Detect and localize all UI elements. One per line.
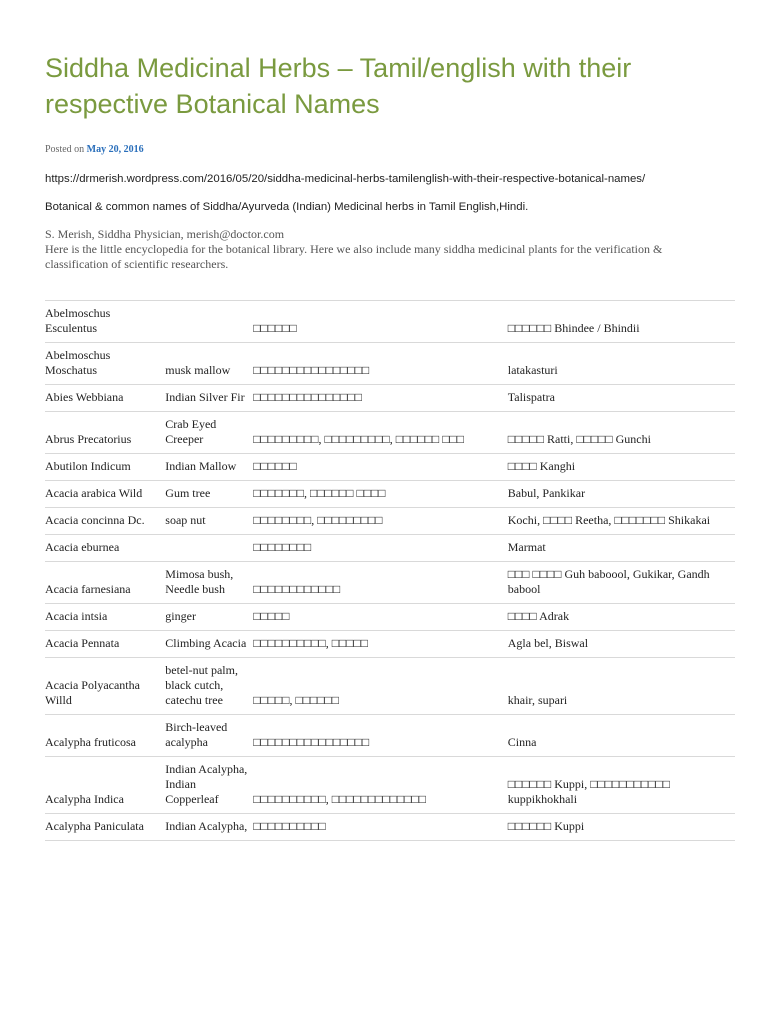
- botanical-name-cell: Acacia intsia: [45, 604, 165, 631]
- tamil-name-cell: □□□□□□□□□, □□□□□□□□□, □□□□□□ □□□: [253, 412, 508, 454]
- tamil-name-cell: □□□□□□□□□□□□□□□□: [253, 343, 508, 385]
- hindi-name-cell: □□□□□□ Kuppi, □□□□□□□□□□□ kuppikhokhali: [508, 757, 735, 814]
- hindi-name-cell: Cinna: [508, 715, 735, 757]
- table-row: [45, 604, 735, 631]
- source-url[interactable]: https://drmerish.wordpress.com/2016/05/20/siddha-medicinal-herbs-tamilenglish-with-their-respective-botanical-names/: [45, 173, 646, 185]
- tamil-name-cell: □□□□□□□□□□□□: [253, 562, 508, 604]
- description: Botanical & common names of Siddha/Ayurveda (Indian) Medicinal herbs in Tamil English,Hindi.: [45, 201, 529, 213]
- botanical-name-cell: Acalypha Paniculata: [45, 814, 165, 841]
- english-name-cell: ginger: [165, 604, 253, 631]
- botanical-name-cell: Abies Webbiana: [45, 385, 165, 412]
- table-row: [45, 481, 735, 508]
- hindi-name-cell: Talispatra: [508, 385, 735, 412]
- table-row: [45, 562, 735, 604]
- table-row: [45, 343, 735, 385]
- table-row: [45, 454, 735, 481]
- botanical-name-cell: Acacia Polyacantha Willd: [45, 658, 165, 715]
- english-name-cell: Crab Eyed Creeper: [165, 412, 253, 454]
- english-name-cell: Gum tree: [165, 481, 253, 508]
- hindi-name-cell: □□□□□□ Bhindee / Bhindii: [508, 301, 735, 343]
- intro-block: [45, 227, 725, 272]
- hindi-name-cell: □□□ □□□□ Guh baboool, Gukikar, Gandh babool: [508, 562, 735, 604]
- botanical-name-cell: Acacia concinna Dc.: [45, 508, 165, 535]
- hindi-name-cell: latakasturi: [508, 343, 735, 385]
- posted-prefix: Posted on: [45, 144, 85, 155]
- table-row: [45, 757, 735, 814]
- tamil-name-cell: □□□□□, □□□□□□: [253, 658, 508, 715]
- tamil-name-cell: □□□□□□□□□□, □□□□□□□□□□□□□: [253, 757, 508, 814]
- english-name-cell: Indian Acalypha, Indian Copperleaf: [165, 757, 253, 814]
- english-name-cell: Indian Mallow: [165, 454, 253, 481]
- tamil-name-cell: □□□□□□: [253, 301, 508, 343]
- hindi-name-cell: □□□□ Adrak: [508, 604, 735, 631]
- botanical-name-cell: Abrus Precatorius: [45, 412, 165, 454]
- botanical-name-cell: Abelmoschus Moschatus: [45, 343, 165, 385]
- botanical-name-cell: Acacia eburnea: [45, 535, 165, 562]
- botanical-name-cell: Abutilon Indicum: [45, 454, 165, 481]
- tamil-name-cell: □□□□□□□□□□: [253, 814, 508, 841]
- hindi-name-cell: Agla bel, Biswal: [508, 631, 735, 658]
- tamil-name-cell: □□□□□□□□, □□□□□□□□□: [253, 508, 508, 535]
- hindi-name-cell: Babul, Pankikar: [508, 481, 735, 508]
- table-row: [45, 508, 735, 535]
- english-name-cell: Mimosa bush, Needle bush: [165, 562, 253, 604]
- table-row: [45, 715, 735, 757]
- english-name-cell: soap nut: [165, 508, 253, 535]
- tamil-name-cell: □□□□□□□□□□□□□□□: [253, 385, 508, 412]
- tamil-name-cell: □□□□□□□□: [253, 535, 508, 562]
- hindi-name-cell: □□□□□□ Kuppi: [508, 814, 735, 841]
- botanical-name-cell: Acalypha fruticosa: [45, 715, 165, 757]
- table-row: [45, 301, 735, 343]
- intro-text: Here is the little encyclopedia for the botanical library. Here we also include many siddha medicinal plants for the verification & classification of scientific researchers.: [45, 242, 663, 271]
- tamil-name-cell: □□□□□: [253, 604, 508, 631]
- botanical-name-cell: Acacia arabica Wild: [45, 481, 165, 508]
- tamil-name-cell: □□□□□□□, □□□□□□ □□□□: [253, 481, 508, 508]
- english-name-cell: Indian Acalypha,: [165, 814, 253, 841]
- english-name-cell: Birch-leaved acalypha: [165, 715, 253, 757]
- herbs-table: [45, 300, 735, 841]
- botanical-name-cell: Acalypha Indica: [45, 757, 165, 814]
- table-row: [45, 412, 735, 454]
- english-name-cell: musk mallow: [165, 343, 253, 385]
- botanical-name-cell: Acacia Pennata: [45, 631, 165, 658]
- botanical-name-cell: Acacia farnesiana: [45, 562, 165, 604]
- table-row: [45, 631, 735, 658]
- table-row: [45, 658, 735, 715]
- tamil-name-cell: □□□□□□: [253, 454, 508, 481]
- table-row: [45, 385, 735, 412]
- english-name-cell: [165, 301, 253, 343]
- table-row: [45, 814, 735, 841]
- tamil-name-cell: □□□□□□□□□□□□□□□□: [253, 715, 508, 757]
- english-name-cell: Indian Silver Fir: [165, 385, 253, 412]
- hindi-name-cell: khair, supari: [508, 658, 735, 715]
- botanical-name-cell: Abelmoschus Esculentus: [45, 301, 165, 343]
- table-row: [45, 535, 735, 562]
- hindi-name-cell: Marmat: [508, 535, 735, 562]
- hindi-name-cell: □□□□□ Ratti, □□□□□ Gunchi: [508, 412, 735, 454]
- posted-date-link[interactable]: May 20, 2016: [86, 144, 144, 155]
- author-line: S. Merish, Siddha Physician, merish@doctor.com: [45, 227, 285, 241]
- tamil-name-cell: □□□□□□□□□□, □□□□□: [253, 631, 508, 658]
- english-name-cell: Climbing Acacia: [165, 631, 253, 658]
- herbs-table-body: [45, 301, 735, 841]
- hindi-name-cell: Kochi, □□□□ Reetha, □□□□□□□ Shikakai: [508, 508, 735, 535]
- hindi-name-cell: □□□□ Kanghi: [508, 454, 735, 481]
- post-meta: [45, 144, 144, 155]
- english-name-cell: betel-nut palm, black cutch, catechu tree: [165, 658, 253, 715]
- english-name-cell: [165, 535, 253, 562]
- page-title: Siddha Medicinal Herbs – Tamil/english with their respective Botanical Names: [45, 53, 632, 119]
